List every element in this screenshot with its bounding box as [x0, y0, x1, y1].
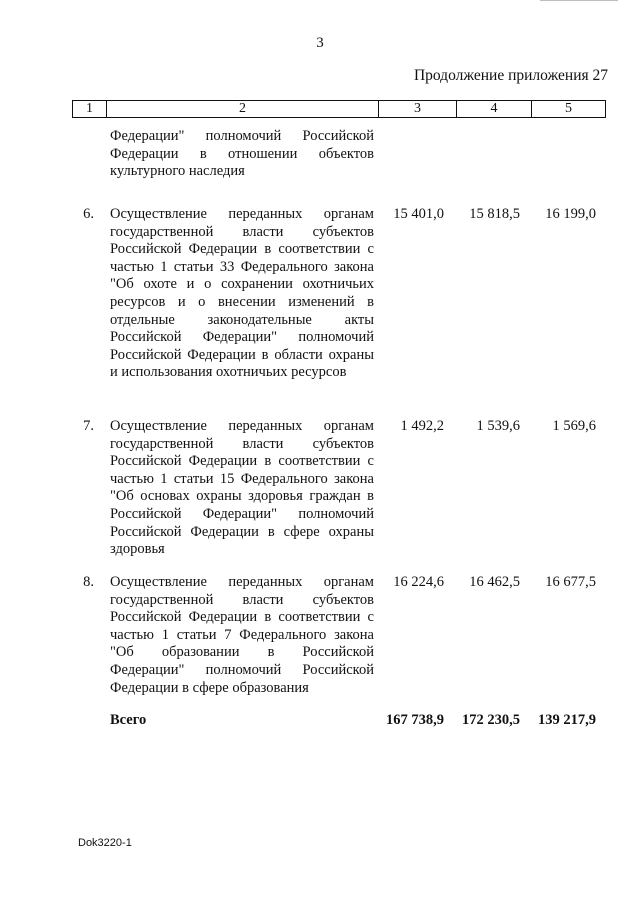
header-cell-5: 5	[565, 101, 572, 116]
row-value-col5: 1 569,6	[552, 418, 596, 434]
row-value-col3: 15 401,0	[393, 206, 444, 222]
row-description: Осуществление переданных органам государственной власти субъектов Российской Федерации в соответствии с частью 1 статьи 7 Федерального закона "Об образовании в Российской Федерации" полномочий Российской Федерации в сфере образования	[110, 574, 374, 696]
total-value-col4: 172 230,5	[462, 712, 520, 728]
page-number: 3	[316, 35, 324, 51]
table-header-row	[72, 100, 606, 118]
continuation-description: Федерации" полномочий Российской Федерации в отношении объектов культурного наследия	[110, 128, 374, 180]
header-cell-1: 1	[73, 101, 107, 117]
total-value-col5: 139 217,9	[538, 712, 596, 728]
appendix-continuation-note: Продолжение приложения 27	[413, 67, 608, 84]
row-value-col4: 16 462,5	[469, 574, 520, 590]
header-cell-4: 4	[457, 101, 532, 117]
row-number: 7.	[83, 418, 94, 434]
total-label: Всего	[110, 712, 147, 728]
header-cell-2: 2	[107, 101, 379, 117]
row-number: 6.	[83, 206, 94, 222]
row-value-col5: 16 199,0	[545, 206, 596, 222]
row-value-col3: 1 492,2	[400, 418, 444, 434]
row-value-col4: 15 818,5	[469, 206, 520, 222]
row-number: 8.	[83, 574, 94, 590]
header-cell-3: 3	[379, 101, 457, 117]
row-value-col5: 16 677,5	[545, 574, 596, 590]
row-value-col4: 1 539,6	[476, 418, 520, 434]
top-edge-mark	[540, 0, 618, 1]
document-code: Dok3220-1	[78, 837, 132, 849]
row-description: Осуществление переданных органам государственной власти субъектов Российской Федерации в соответствии с частью 1 статьи 33 Федерального закона "Об охоте и о сохранении охотничьих ресурсов и о внесении изменений в отдельные законодательные акты Российской Федерации" полномочий Российской Федерации в области охраны и использования охотничьих ресурсов	[110, 206, 374, 381]
row-value-col3: 16 224,6	[393, 574, 444, 590]
total-value-col3: 167 738,9	[386, 712, 444, 728]
row-description: Осуществление переданных органам государственной власти субъектов Российской Федерации в соответствии с частью 1 статьи 15 Федерального закона "Об основах охраны здоровья граждан в Российской Федерации" полномочий Российской Федерации в сфере охраны здоровья	[110, 418, 374, 558]
